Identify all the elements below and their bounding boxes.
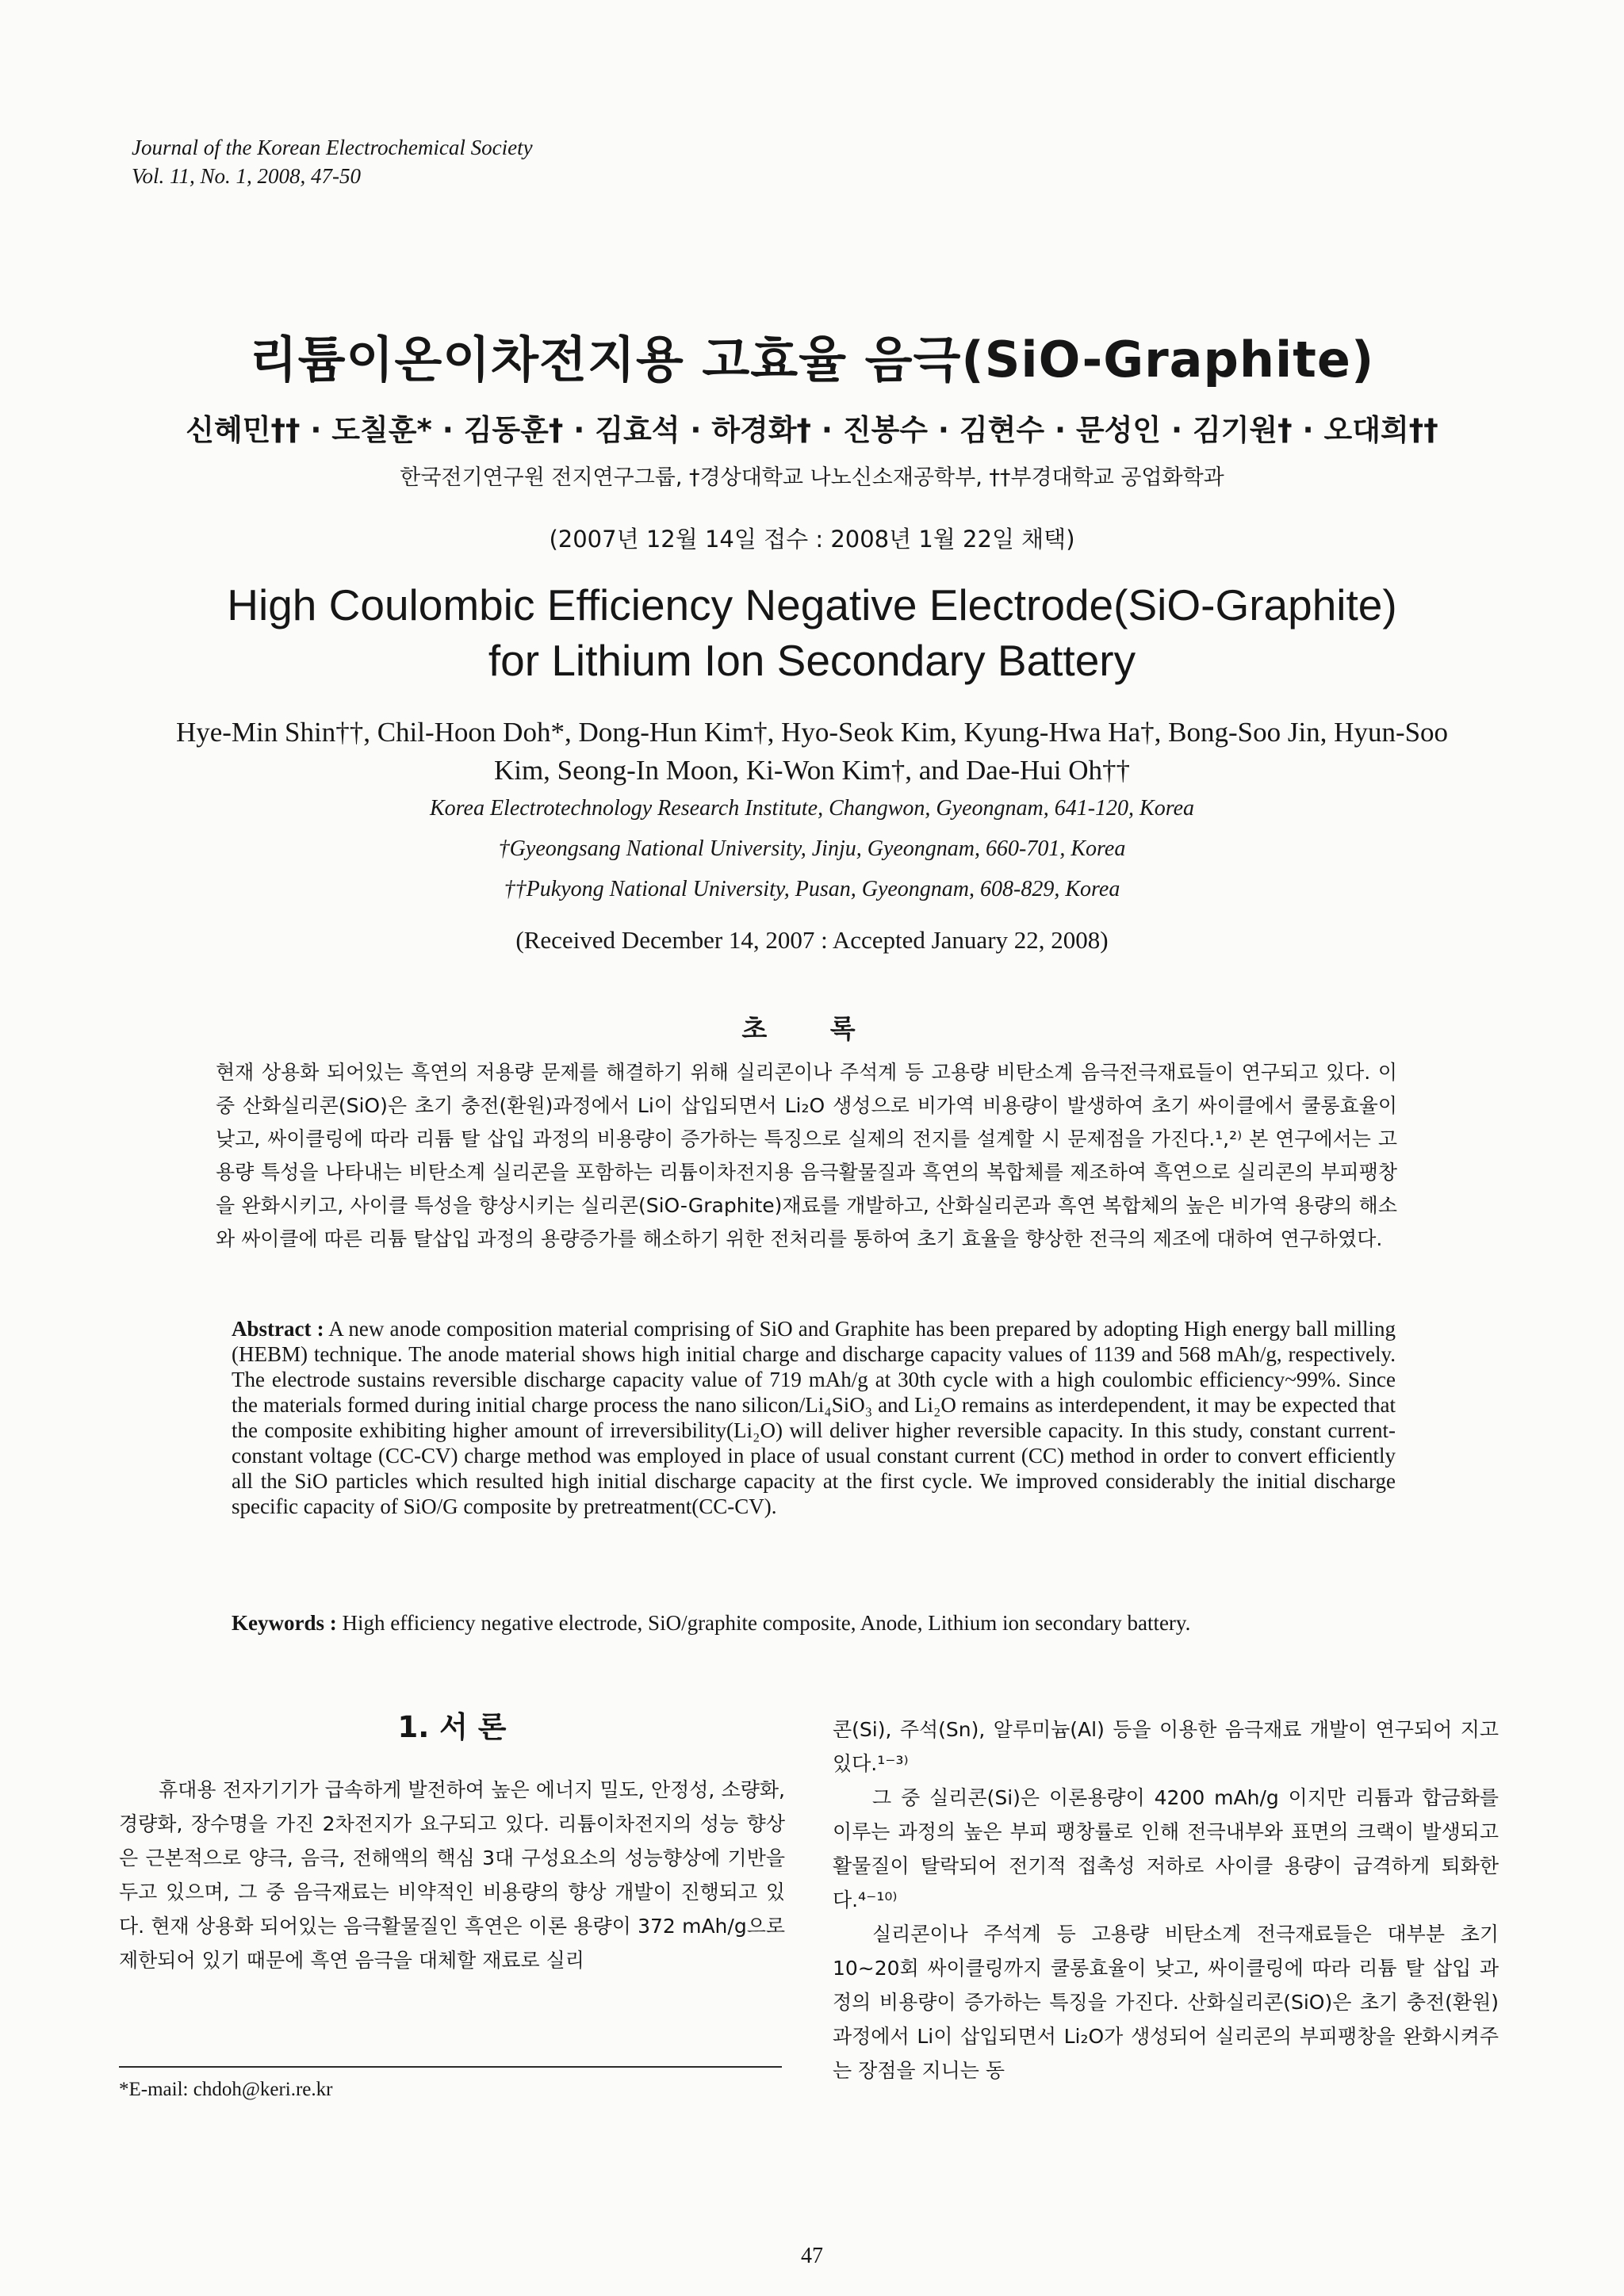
korean-affiliations: 한국전기연구원 전지연구그룹, †경상대학교 나노신소재공학부, ††부경대학교 공업화학과 [400,465,1224,490]
english-authors-text: Hye-Min Shin††, Chil-Hoon Doh*, Dong-Hun Kim†, Hyo-Seok Kim, Kyung-Hwa Ha†, Bong-Soo Jin, Hyun-Soo Kim, Seong-In Moon, Ki-Won Kim†, and Dae-Hui Oh†† [175,717,1449,786]
korean-abstract-heading: 초 록 [741,1013,883,1044]
intro-paragraph-4: 실리콘이나 주석계 등 고용량 비탄소계 전극재료들은 대부분 초기 10~20회 싸이클링까지 쿨롱효율이 낮고, 싸이클링에 따라 리튬 탈 삽입 과정의 비용량이 증가하는 특징을 가진다. 산화실리콘(SiO)은 초기 충전(환원)과정에서 Li이 삽입되면서 Li₂O가 생성되어 실리콘의 부피팽창을 완화시켜주는 장점을 지니는 동 [833,1923,1499,2082]
keywords-label: Keywords : [232,1611,337,1635]
korean-abstract: 현재 상용화 되어있는 흑연의 저용량 문제를 해결하기 위해 실리콘이나 주석계 등 고용량 비탄소계 음극전극재료들이 연구되고 있다. 이 중 산화실리콘(SiO)은 초기 충전(환원)과정에서 Li이 삽입되면서 Li₂O 생성으로 비가역 비용량이 발생하여 초기 싸이클에서 쿨롱효율이 낮고, 싸이클링에 따라 리튬 탈 삽입 과정의 비용량이 증가하는 특징으로 실제의 전지를 설계할 시 문제점을 가진다.¹,²⁾ 본 연구에서는 고용량 특성을 나타내는 비탄소계 실리콘을 포함하는 리튬이차전지용 음극활물질과 흑연의 복합체를 제조하여 흑연으로 실리콘의 부피팽창을 완화시키고, 사이클 특성을 향상시키는 실리콘(SiO-Graphite)재료를 개발하고, 산화실리콘과 흑연 복합체의 높은 비가역 용량의 해소와 싸이클에 따른 리튬 탈삽입 과정의 용량증가를 해소하기 위한 전처리를 통하여 초기 효율을 향상한 전극의 제조에 대하여 연구하였다. [216,1061,1397,1250]
korean-dates: (2007년 12월 14일 접수 : 2008년 1월 22일 채택) [549,526,1075,553]
journal-name: Journal of the Korean Electrochemical Society [132,136,533,159]
english-title [0,577,1624,688]
footnote-divider [119,2066,782,2068]
affiliation-2: †Gyeongsang National University, Jinju, Gyeongnam, 660-701, Korea [498,836,1126,861]
abstract-label: Abstract : [232,1317,324,1341]
footnote-email: *E-mail: chdoh@keri.re.kr [119,2079,333,2100]
affiliation-1: Korea Electrotechnology Research Institute, Changwon, Gyeongnam, 641-120, Korea [429,796,1195,821]
intro-right-column [833,1712,1499,2087]
korean-title: 리튬이온이차전지용 고효율 음극(SiO-Graphite) [249,331,1375,388]
abstract-text: A new anode composition material comprising of SiO and Graphite has been prepared by adopting High energy ball milling (HEBM) technique. The anode material shows high initial charge and discharge capacity values of 1139 and 568 mAh/g, respectively. The electrode sustains reversible discharge capacity value of 719 mAh/g at 30th cycle with a high coulombic efficiency~99%. Since the materials formed during initial charge process the nano silicon/Li₄SiO₃ and Li₂O remains as interdependent, it may be expected that the composite exhibiting higher amount of irreversibility(Li₂O) will deliver higher reversible capacity. In this study, constant current-constant voltage (CC-CV) charge method was employed in place of usual constant current (CC) method in order to convert efficiently all the SiO particles which resulted high initial discharge capacity at the first cycle. We improved considerably the initial discharge specific capacity of SiO/G composite by pretreatment(CC-CV). [232,1317,1396,1518]
section-heading-introduction: 1. 서 론 [397,1710,507,1744]
keywords-text: High efficiency negative electrode, SiO/graphite composite, Anode, Lithium ion secondary battery. [342,1611,1191,1635]
english-abstract [232,1316,1396,1519]
english-dates: (Received December 14, 2007 : Accepted January 22, 2008) [515,926,1109,954]
english-title-text: High Coulombic Efficiency Negative Electrode(SiO-Graphite) for Lithium Ion Secondary Battery [227,580,1397,685]
keywords [232,1611,1396,1636]
intro-left-column [119,1773,785,1977]
journal-issue: Vol. 11, No. 1, 2008, 47-50 [132,164,361,188]
affiliation-3: ††Pukyong National University, Pusan, Gyeongnam, 608-829, Korea [504,877,1120,901]
intro-paragraph-3: 그 중 실리콘(Si)은 이론용량이 4200 mAh/g 이지만 리튬과 합금화를 이루는 과정의 높은 부피 팽창률로 인해 전극내부와 표면의 크랙이 발생되고 활물질이 탈락되어 전기적 접촉성 저하로 사이클 용량이 급격하게 퇴화한다.⁴⁻¹⁰⁾ [833,1786,1499,1911]
english-authors [0,714,1624,790]
intro-paragraph-1: 휴대용 전자기기가 급속하게 발전하여 높은 에너지 밀도, 안정성, 소량화, 경량화, 장수명을 가진 2차전지가 요구되고 있다. 리튬이차전지의 성능 향상은 근본적으로 양극, 음극, 전해액의 핵심 3대 구성요소의 성능향상에 기반을 두고 있으며, 그 중 음극재료는 비약적인 비용량의 향상 개발이 진행되고 있다. 현재 상용화 되어있는 음극활물질인 흑연은 이론 용량이 372 mAh/g으로 제한되어 있기 때문에 흑연 음극을 대체할 재료로 실리 [119,1778,785,1972]
page-number: 47 [801,2244,823,2268]
english-affiliations [0,788,1624,909]
korean-authors: 신혜민†† · 도칠훈* · 김동훈† · 김효석 · 하경화† · 진봉수 · 김현수 · 문성인 · 김기원† · 오대희†† [186,413,1438,447]
journal-header [132,133,533,190]
intro-paragraph-2: 콘(Si), 주석(Sn), 알루미늄(Al) 등을 이용한 음극재료 개발이 연구되어 지고 있다.¹⁻³⁾ [833,1718,1499,1775]
